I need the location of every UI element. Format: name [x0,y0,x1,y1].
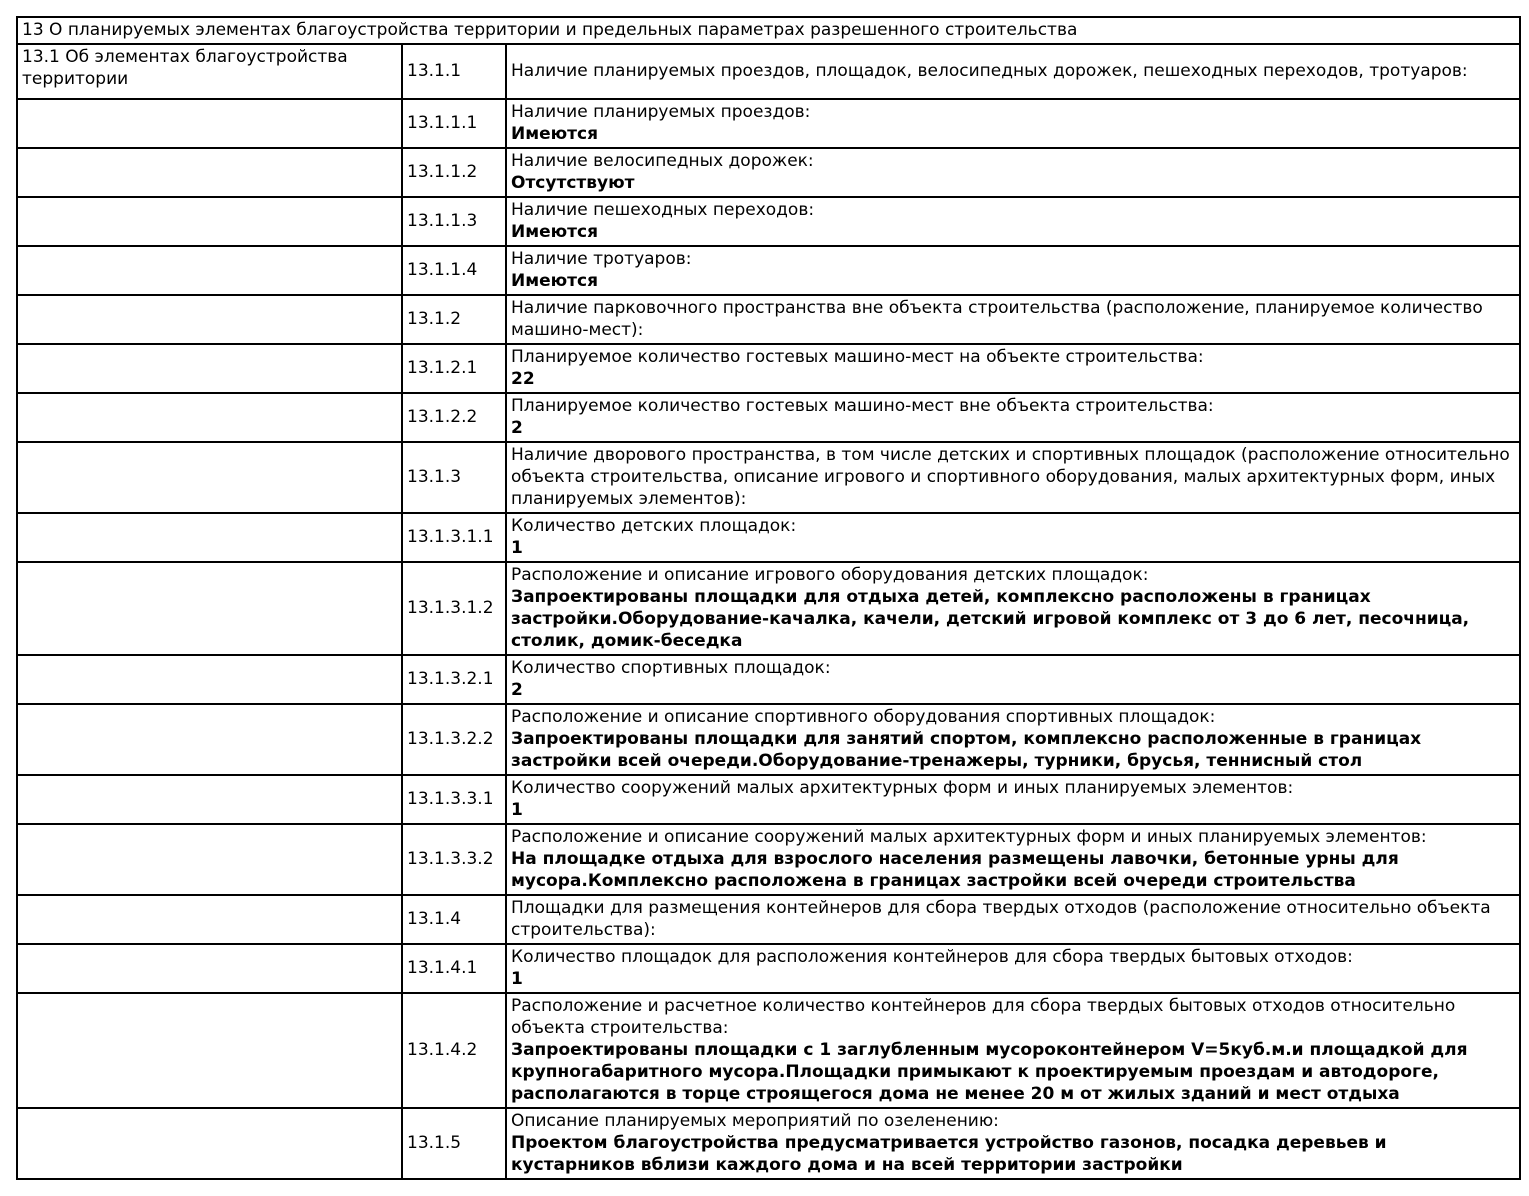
row-code: 13.1.1.2 [402,148,506,197]
subsection-cell-empty [17,197,402,246]
row-content [506,775,1520,824]
table-row [17,197,1520,246]
table-row [17,993,1520,1108]
row-label: Наличие пешеходных переходов: [511,200,815,220]
row-label: Планируемое количество гостевых машино-мест вне объекта строительства: [511,396,1214,416]
row-label: Наличие тротуаров: [511,249,692,269]
row-code: 13.1.3.2.2 [402,704,506,775]
row-label: Описание планируемых мероприятий по озеленению: [511,1111,999,1131]
row-label: Наличие планируемых проездов, площадок, велосипедных дорожек, пешеходных переходов, тротуаров: [511,61,1468,81]
row-value: Отсутствуют [511,173,635,193]
row-code: 13.1.2.2 [402,393,506,442]
row-value: Проектом благоустройства предусматривается устройство газонов, посадка деревьев и кустарников вблизи каждого дома и на всей территории застройки [511,1133,1387,1175]
subsection-cell-empty [17,655,402,704]
subsection-cell-empty [17,99,402,148]
row-value: 22 [511,369,535,389]
row-code: 13.1.3.3.1 [402,775,506,824]
row-content [506,344,1520,393]
row-content [506,148,1520,197]
subsection-cell-empty [17,1108,402,1179]
row-content [506,442,1520,513]
table-row [17,393,1520,442]
row-code: 13.1.2.1 [402,344,506,393]
row-label: Количество спортивных площадок: [511,658,831,678]
row-label: Количество сооружений малых архитектурных форм и иных планируемых элементов: [511,778,1294,798]
row-code: 13.1.1.1 [402,99,506,148]
table-row [17,148,1520,197]
row-code: 13.1.3.2.1 [402,655,506,704]
row-content [506,824,1520,895]
row-label: Расположение и описание сооружений малых архитектурных форм и иных планируемых элементов: [511,827,1427,847]
row-content [506,895,1520,944]
row-label: Наличие велосипедных дорожек: [511,151,814,171]
row-content [506,944,1520,993]
row-value: Имеются [511,124,599,144]
row-code: 13.1.4.1 [402,944,506,993]
row-value: Имеются [511,271,599,291]
row-value: 1 [511,800,523,820]
row-code: 13.1.4 [402,895,506,944]
subsection-cell-empty [17,295,402,344]
table-row [17,944,1520,993]
table-row [17,513,1520,562]
row-code: 13.1.3.1.1 [402,513,506,562]
row-value: Запроектированы площадки для занятий спортом, комплексно расположенные в границах застройки всей очереди.Оборудование-тренажеры, турники, брусья, теннисный стол [511,729,1422,771]
table-row [17,824,1520,895]
section-header-row [17,17,1520,44]
subsection-cell-empty [17,824,402,895]
row-value: Запроектированы площадки для отдыха детей, комплексно расположены в границах застройки.Оборудование-качалка, качели, детский игровой комплекс от 3 до 6 лет, песочница, столик, домик-беседка [511,587,1470,651]
row-code: 13.1.1.4 [402,246,506,295]
row-value: 1 [511,969,523,989]
row-value: 2 [511,680,523,700]
row-code: 13.1.4.2 [402,993,506,1108]
row-content [506,393,1520,442]
subsection-cell-empty [17,895,402,944]
table-row [17,99,1520,148]
row-code: 13.1.3.1.2 [402,562,506,655]
row-content [506,655,1520,704]
table-row [17,775,1520,824]
subsection-cell-empty [17,704,402,775]
table-row [17,1108,1520,1179]
row-content [506,993,1520,1108]
subsection-cell-empty [17,442,402,513]
table-row [17,344,1520,393]
table-row [17,895,1520,944]
subsection-cell-empty [17,944,402,993]
row-code: 13.1.3.3.2 [402,824,506,895]
section-header: 13 О планируемых элементах благоустройства территории и предельных параметрах разрешенного строительства [17,17,1520,44]
row-label: Наличие парковочного пространства вне объекта строительства (расположение, планируемое количество машино-мест): [511,298,1483,340]
subsection-label: 13.1 Об элементах благоустройства территории [17,44,402,99]
table-row [17,562,1520,655]
row-content [506,562,1520,655]
row-code: 13.1.1.3 [402,197,506,246]
row-code: 13.1.5 [402,1108,506,1179]
row-label: Количество детских площадок: [511,516,797,536]
subsection-cell-empty [17,993,402,1108]
subsection-cell-empty [17,562,402,655]
subsection-cell-empty [17,344,402,393]
table-row [17,704,1520,775]
row-content [506,99,1520,148]
row-label: Расположение и описание спортивного оборудования спортивных площадок: [511,707,1216,727]
table-row [17,655,1520,704]
row-label: Расположение и расчетное количество контейнеров для сбора твердых бытовых отходов относительно объекта строительства: [511,996,1456,1038]
table-row [17,442,1520,513]
row-value: Имеются [511,222,599,242]
row-code: 13.1.1 [402,44,506,99]
row-content [506,246,1520,295]
row-label: Расположение и описание игрового оборудования детских площадок: [511,565,1149,585]
row-label: Наличие дворового пространства, в том числе детских и спортивных площадок (расположение относительно объекта строительства, описание игрового и спортивного оборудования, малых архитектурных форм, иных планируемых элементов): [511,445,1510,509]
subsection-cell-empty [17,393,402,442]
row-code: 13.1.3 [402,442,506,513]
subsection-cell-empty [17,148,402,197]
row-content [506,1108,1520,1179]
row-label: Площадки для размещения контейнеров для сбора твердых отходов (расположение относительно объекта строительства): [511,898,1491,940]
table-row [17,295,1520,344]
row-label: Количество площадок для расположения контейнеров для сбора твердых бытовых отходов: [511,947,1353,967]
row-value: 1 [511,538,523,558]
row-content [506,513,1520,562]
row-content [506,197,1520,246]
row-label: Планируемое количество гостевых машино-мест на объекте строительства: [511,347,1204,367]
table-row [17,44,1520,99]
row-content [506,44,1520,99]
subsection-cell-empty [17,775,402,824]
row-value: На площадке отдыха для взрослого населения размещены лавочки, бетонные урны для мусора.Комплексно расположена в границах застройки всей очереди строительства [511,849,1399,891]
row-label: Наличие планируемых проездов: [511,102,811,122]
row-content [506,295,1520,344]
row-value: 2 [511,418,523,438]
row-value: Запроектированы площадки с 1 заглубленным мусороконтейнером V=5куб.м.и площадкой для крупногабаритного мусора.Площадки примыкают к проектируемым проездам и автодороге, располагаются в торце строящегося дома не менее 20 м от жилых зданий и мест отдыха [511,1040,1468,1104]
table-row [17,246,1520,295]
landscaping-parameters-table [16,16,1521,1180]
row-code: 13.1.2 [402,295,506,344]
row-content [506,704,1520,775]
subsection-cell-empty [17,513,402,562]
subsection-cell-empty [17,246,402,295]
